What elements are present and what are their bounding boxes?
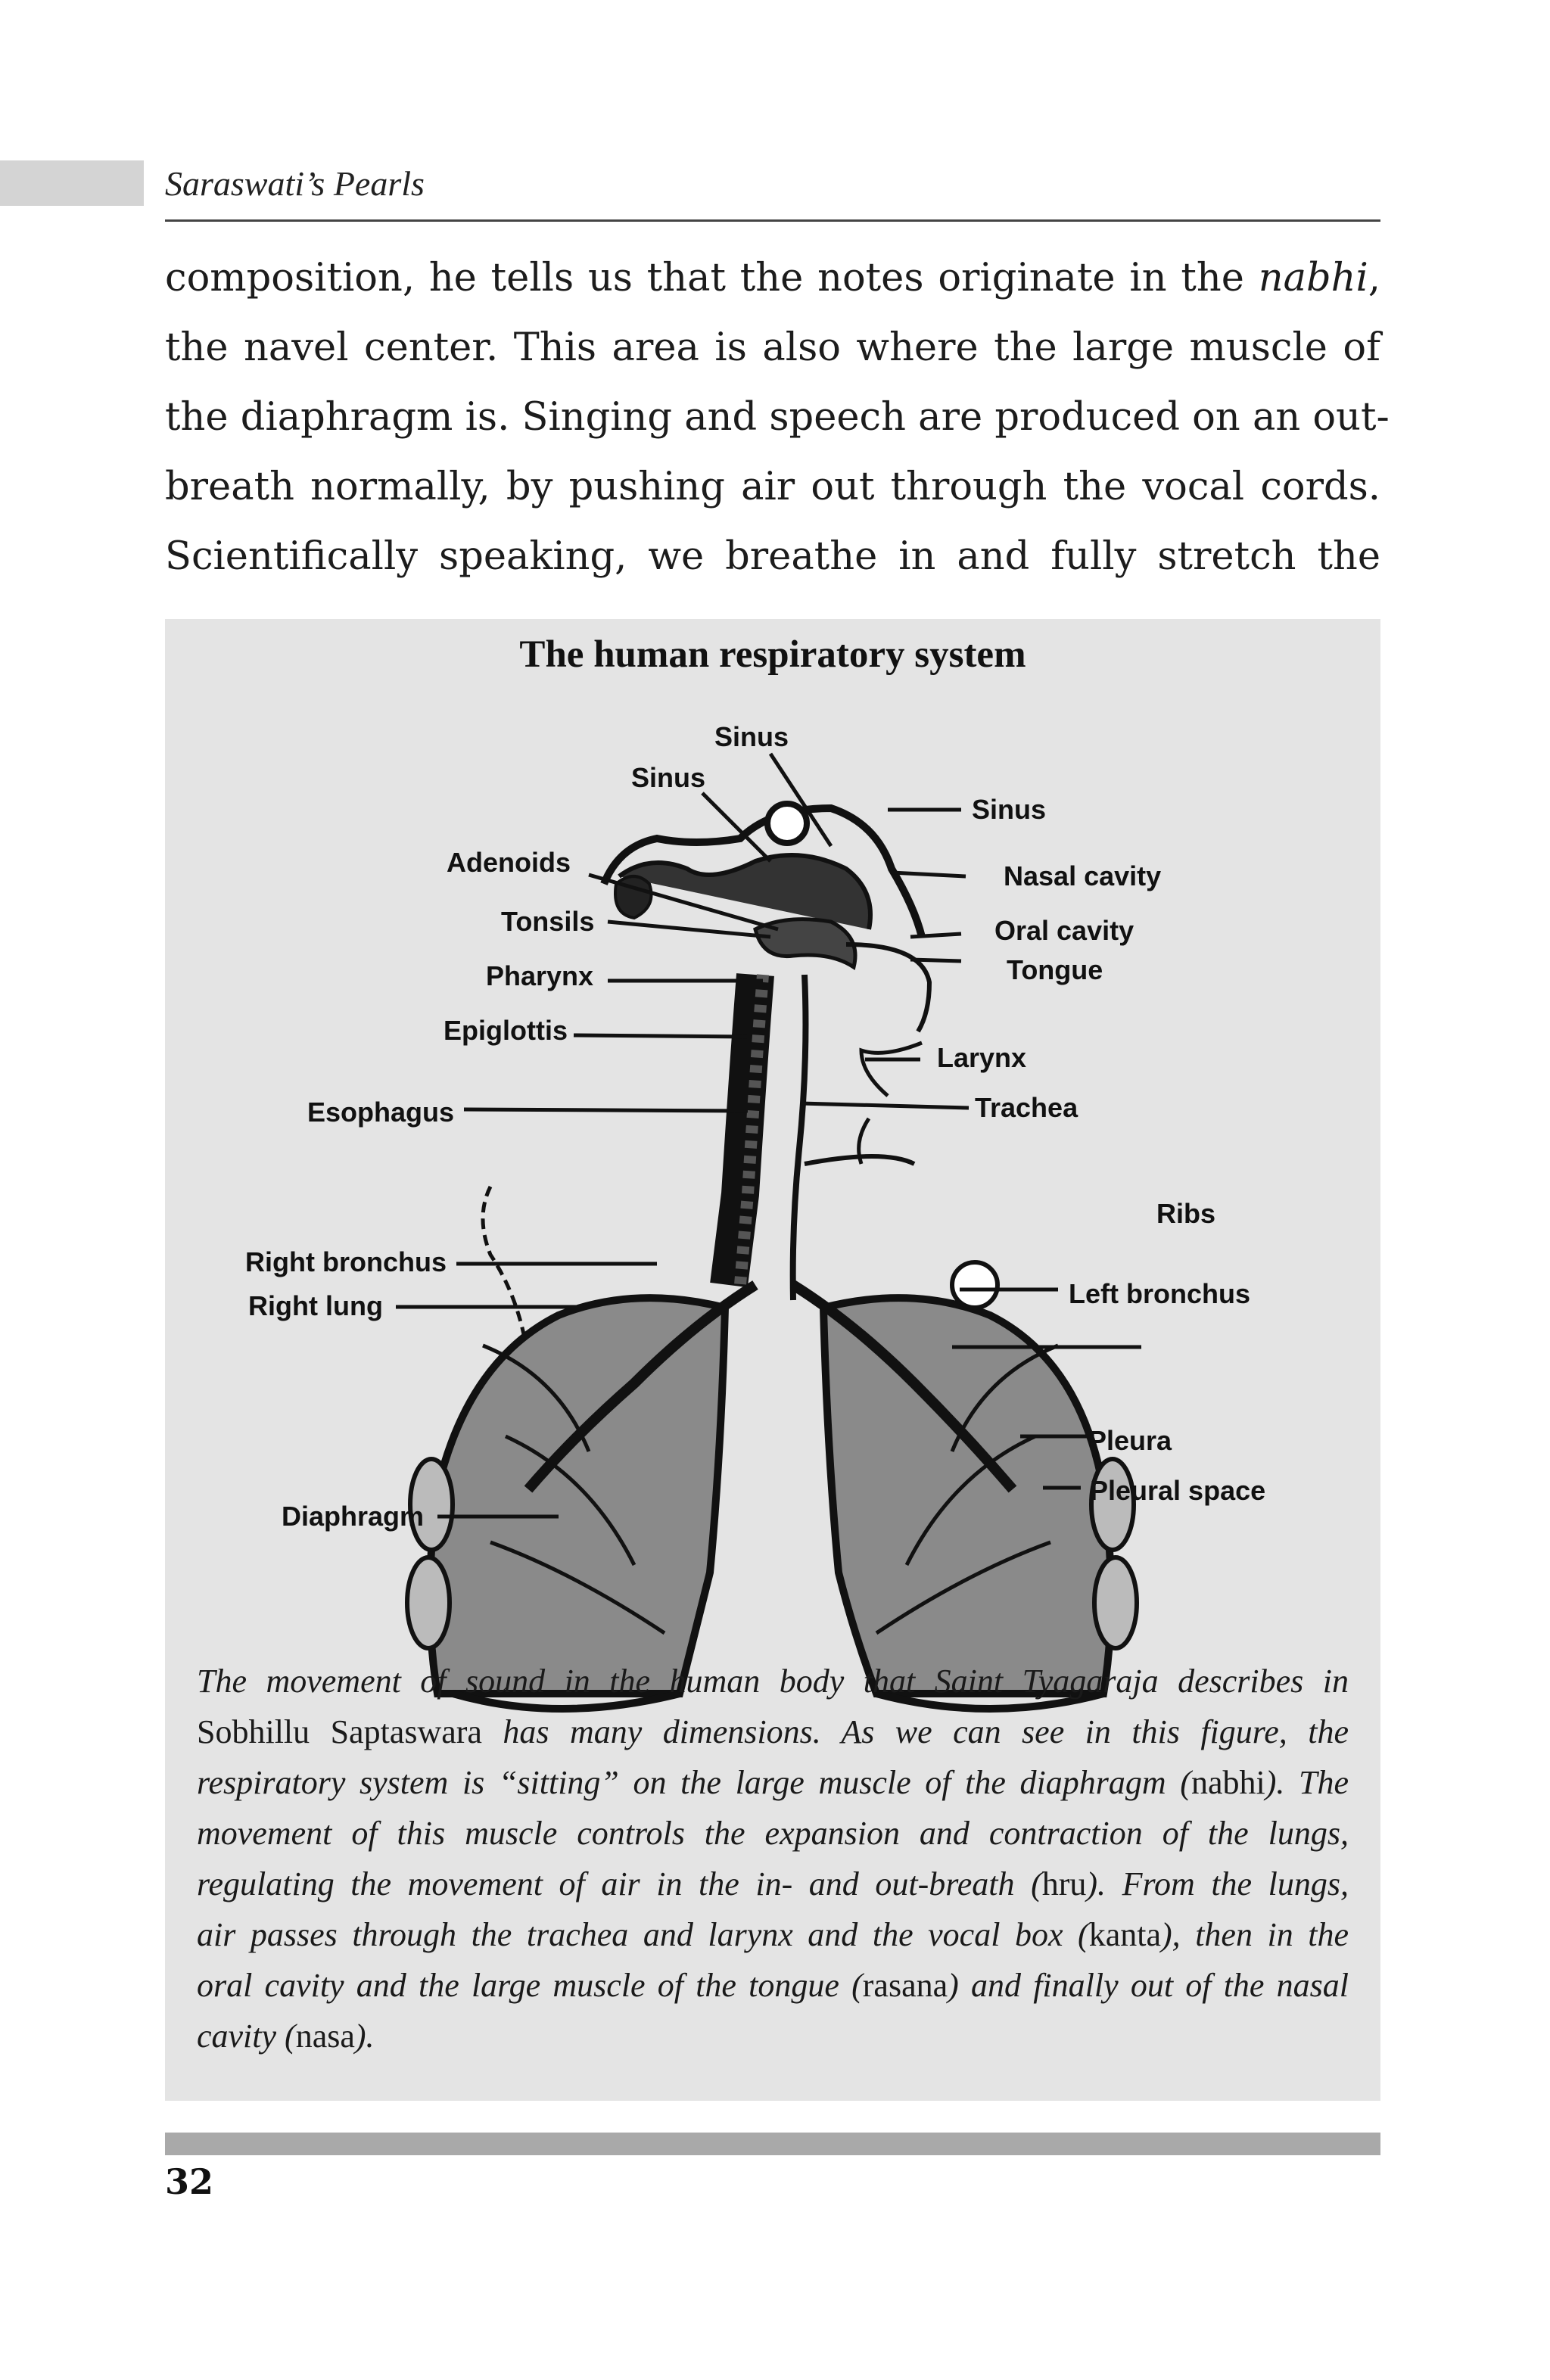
caption-line <box>197 2011 1349 2061</box>
label-trachea: Trachea <box>975 1092 1078 1123</box>
label-sinus-left: Sinus <box>631 762 706 793</box>
label-pharynx: Pharynx <box>486 960 594 991</box>
caption-line <box>197 1656 1349 1706</box>
label-oral-cavity: Oral cavity <box>994 915 1134 946</box>
caption-text: ). From the lungs, <box>1086 1865 1349 1902</box>
figure-title: The human respiratory system <box>519 633 1026 676</box>
lungs-illustration <box>407 1262 1137 1709</box>
label-ribs: Ribs <box>1156 1198 1216 1229</box>
body-line: the diaphragm is. Singing and speech are produced on an out- <box>165 395 1390 440</box>
caption-text: oral cavity and the large muscle of the tongue ( <box>197 1967 863 2004</box>
caption-text: air passes through the trachea and larynx and the vocal box ( <box>197 1916 1089 1953</box>
caption-text: ). The <box>1265 1764 1349 1801</box>
footer-rule <box>165 2133 1380 2155</box>
caption-text: ( <box>276 2018 296 2055</box>
caption-text: movement of this muscle controls the expansion and contraction of the lungs, <box>197 1815 1349 1852</box>
caption-text: ) and finally out of the nasal <box>948 1967 1349 2004</box>
caption-text: regulating the movement of air in the in- and out-breath ( <box>197 1865 1042 1902</box>
label-sinus-right: Sinus <box>972 794 1047 825</box>
label-epiglottis: Epiglottis <box>444 1015 568 1046</box>
label-tonsils: Tonsils <box>501 906 595 937</box>
label-pleural-space: Pleural space <box>1090 1475 1266 1506</box>
caption-line <box>197 1808 1349 1859</box>
running-head: Saraswati’s Pearls <box>165 164 425 203</box>
label-larynx: Larynx <box>937 1042 1027 1073</box>
caption-line <box>197 1960 1349 2011</box>
caption-term: kanta <box>1088 1916 1161 1953</box>
body-line: breath normally, by pushing air out through the vocal cords. <box>165 465 1380 509</box>
caption-term: rasana <box>862 1967 948 2004</box>
label-esophagus: Esophagus <box>307 1097 455 1128</box>
caption-line <box>197 1909 1349 1960</box>
label-nasal-cavity: Nasal cavity <box>1004 860 1162 891</box>
caption-text: ), then in the <box>1161 1916 1349 1953</box>
label-tongue: Tongue <box>1007 954 1103 985</box>
label-diaphragm: Diaphragm <box>282 1501 425 1532</box>
figure-panel <box>165 619 1380 2101</box>
body-line: the navel center. This area is also where the large muscle of <box>165 325 1380 370</box>
caption-title-term: Sobhillu Saptaswara <box>197 1713 482 1750</box>
label-sinus-top: Sinus <box>714 721 789 752</box>
caption-term: hru <box>1041 1865 1087 1902</box>
label-pleura: Pleura <box>1088 1425 1172 1456</box>
header-rule <box>165 219 1380 222</box>
caption-line <box>197 1757 1349 1808</box>
figure-caption <box>197 1656 1349 2061</box>
label-right-lung: Right lung <box>248 1290 383 1321</box>
header-tab-bar <box>0 160 144 206</box>
caption-text: The movement of sound in the human body that Saint Tyagaraja describes in <box>197 1663 1349 1700</box>
body-text-segment: composition, he tells us that the notes originate in the <box>165 256 1259 300</box>
caption-line <box>197 1859 1349 1909</box>
caption-line <box>197 1706 1349 1757</box>
caption-text: respiratory system is “sitting” on the large muscle of the diaphragm ( <box>197 1764 1191 1801</box>
body-paragraph <box>165 244 1390 592</box>
label-left-bronchus: Left bronchus <box>1069 1278 1250 1309</box>
caption-text: has many dimensions. As we can see in this figure, the <box>481 1713 1349 1750</box>
body-line: Scientifically speaking, we breathe in and fully stretch the <box>165 534 1380 579</box>
caption-term: nabhi <box>1191 1764 1265 1801</box>
page-number: 32 <box>165 2161 214 2202</box>
caption-text: ). <box>354 2018 375 2055</box>
caption-text: cavity <box>197 2018 277 2055</box>
label-right-bronchus: Right bronchus <box>245 1246 447 1277</box>
body-italic-term: nabhi <box>1258 256 1368 300</box>
label-adenoids: Adenoids <box>447 847 571 878</box>
body-line <box>165 244 1380 313</box>
caption-term: nasa <box>295 2018 355 2055</box>
body-text-segment: , <box>1368 256 1380 300</box>
